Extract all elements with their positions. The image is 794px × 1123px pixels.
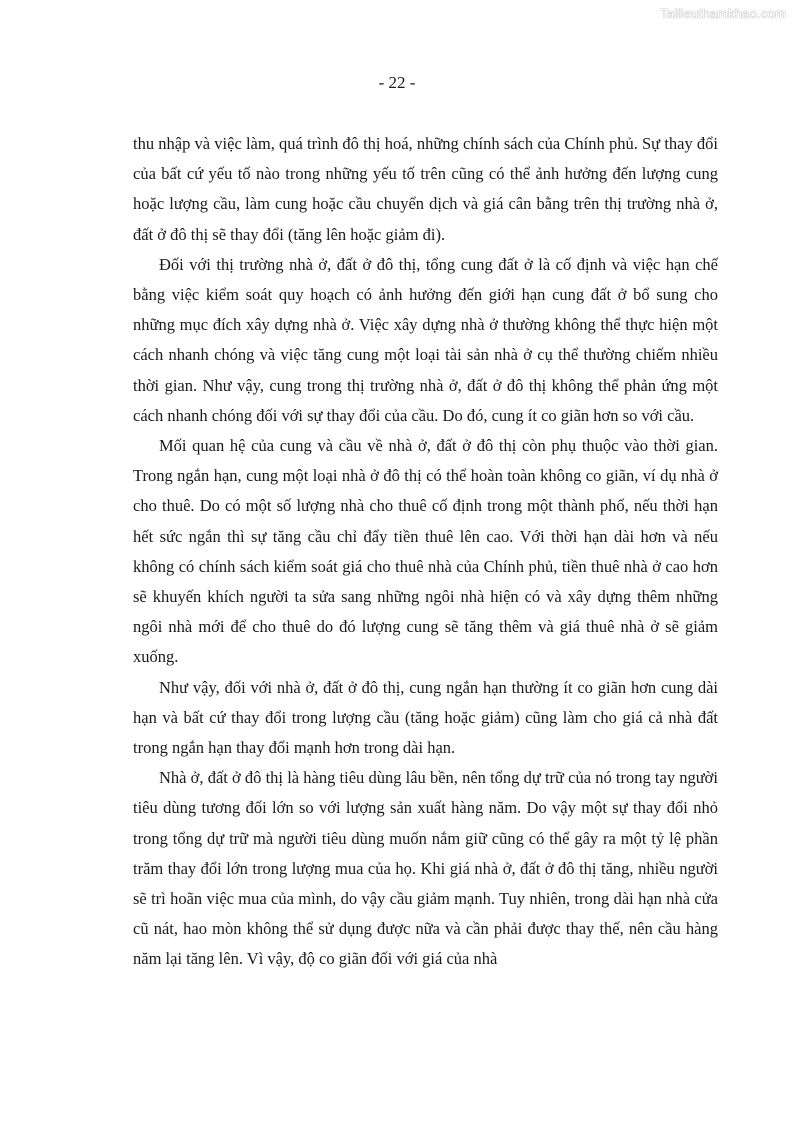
paragraph-3: Mối quan hệ của cung và cầu về nhà ở, đất ở đô thị còn phụ thuộc vào thời gian. Trong ngắn hạn, cung một loại nhà ở đô thị có thể hoàn toàn không co giãn, ví dụ nhà ở cho thuê. Do có một số lượng nhà cho thuê cố định trong một thành phố, nếu thời hạn hết sức ngắn thì sự tăng cầu chỉ đẩy tiền thuê lên cao. Với thời hạn dài hơn và nếu không có chính sách kiểm soát giá cho thuê nhà của Chính phủ, tiền thuê nhà ở cao hơn sẽ khuyến khích người ta sửa sang những ngôi nhà hiện có và xây dựng thêm những ngôi nhà mới để cho thuê do đó lượng cung sẽ tăng thêm và giá thuê nhà ở sẽ giảm xuống. xyxy=(133,436,718,667)
page-number: - 22 - xyxy=(378,73,416,92)
watermark-text: Tailieuthamkhao.com xyxy=(660,6,786,21)
paragraph-5: Nhà ở, đất ở đô thị là hàng tiêu dùng lâu bền, nên tổng dự trữ của nó trong tay người tiêu dùng tương đối lớn so với lượng sản xuất hàng năm. Do vậy một sự thay đổi nhỏ trong tổng dự trữ mà người tiêu dùng muốn nắm giữ cũng có thể gây ra một tỷ lệ phần trăm thay đổi lớn trong lượng mua của họ. Khi giá nhà ở, đất ở đô thị tăng, nhiều người sẽ trì hoãn việc mua của mình, do vậy cầu giảm mạnh. Tuy nhiên, trong dài hạn nhà cửa cũ nát, hao mòn không thể sử dụng được nữa và cần phải được thay thế, nên cầu hàng năm lại tăng lên. Vì vậy, độ co giãn đối với giá của nhà xyxy=(133,768,718,969)
paragraph-1: thu nhập và việc làm, quá trình đô thị hoá, những chính sách của Chính phủ. Sự thay đổi của bất cứ yếu tố nào trong những yếu tố trên cũng có thể ảnh hưởng đến lượng cung hoặc lượng cầu, làm cung hoặc cầu chuyển dịch và giá cân bằng trên thị trường nhà ở, đất ở đô thị sẽ thay đổi (tăng lên hoặc giảm đi). xyxy=(133,134,718,244)
document-body xyxy=(133,129,718,975)
paragraph-4: Như vậy, đối với nhà ở, đất ở đô thị, cung ngắn hạn thường ít co giãn hơn cung dài hạn và bất cứ thay đổi trong lượng cầu (tăng hoặc giảm) cũng làm cho giá cả nhà đất trong ngắn hạn thay đổi mạnh hơn trong dài hạn. xyxy=(133,677,718,758)
paragraph-2: Đối với thị trường nhà ở, đất ở đô thị, tổng cung đất ở là cố định và việc hạn chế bằng việc kiểm soát quy hoạch có ảnh hưởng đến giới hạn cung đất ở bổ sung cho những mục đích xây dựng nhà ở. Việc xây dựng nhà ở thường không thể thực hiện một cách nhanh chóng và việc tăng cung một loại tài sản nhà ở cụ thể thường chiếm nhiều thời gian. Như vậy, cung trong thị trường nhà ở, đất ở đô thị không thể phản ứng một cách nhanh chóng đối với sự thay đổi của cầu. Do đó, cung ít co giãn hơn so với cầu. xyxy=(133,254,718,425)
